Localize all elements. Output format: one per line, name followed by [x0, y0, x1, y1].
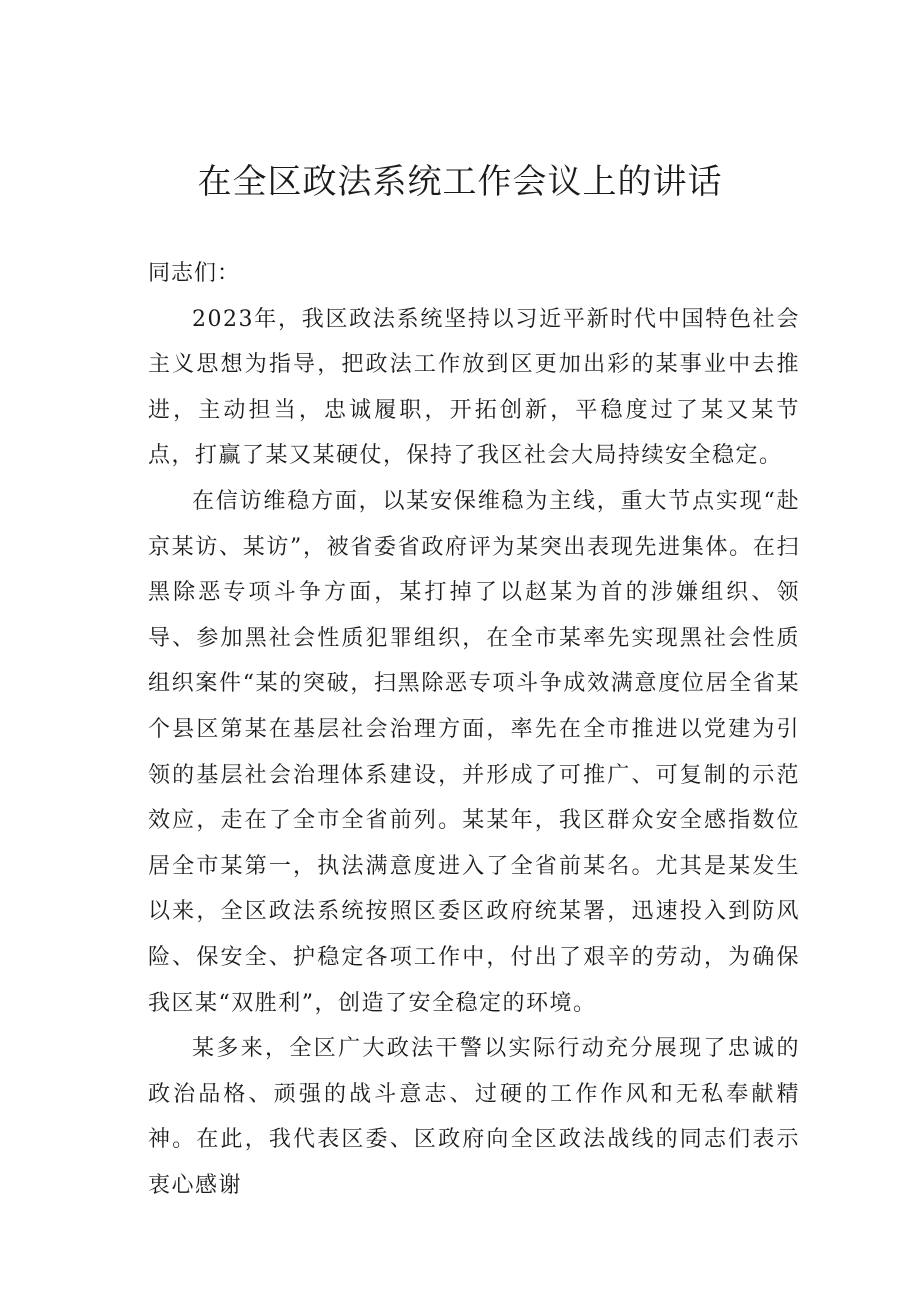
paragraph-3: 某多来，全区广大政法干警以实际行动充分展现了忠诚的政治品格、顽强的战斗意志、过硬的工作作风和无私奉献精神。在此，我代表区委、区政府向全区政法战线的同志们表示衷心感谢	[148, 1036, 800, 1198]
document-title: 在全区政法系统工作会议上的讲话	[197, 162, 723, 202]
paragraph-2: 在信访维稳方面，以某安保维稳为主线，重大节点实现“赴京某访、某访”，被省委省政府评为某突出表现先进集体。在扫黑除恶专项斗争方面，某打掉了以赵某为首的涉嫌组织、领导、参加黑社会性质犯罪组织，在全市某率先实现黑社会性质组织案件“某的突破，扫黑除恶专项斗争成效满意度位居全省某个县区第某在基层社会治理方面，率先在全市推进以党建为引领的基层社会治理体系建设，并形成了可推广、可复制的示范效应，走在了全市全省前列。某某年，我区群众安全感指数位居全市某第一，执法满意度进入了全省前某名。尤其是某发生以来，全区政法系统按照区委区政府统某署，迅速投入到防风险、保安全、护稳定各项工作中，付出了艰辛的劳动，为确保我区某“双胜利”，创造了安全稳定的环境。	[148, 488, 800, 1016]
paragraph-1: 2023年，我区政法系统坚持以习近平新时代中国特色社会主义思想为指导，把政法工作放到区更加出彩的某事业中去推进，主动担当，忠诚履职，开拓创新，平稳度过了某又某节点，打赢了某又某硬仗，保持了我区社会大局持续安全稳定。	[148, 306, 800, 469]
salutation: 同志们：	[148, 261, 241, 286]
document-body	[148, 251, 800, 1208]
